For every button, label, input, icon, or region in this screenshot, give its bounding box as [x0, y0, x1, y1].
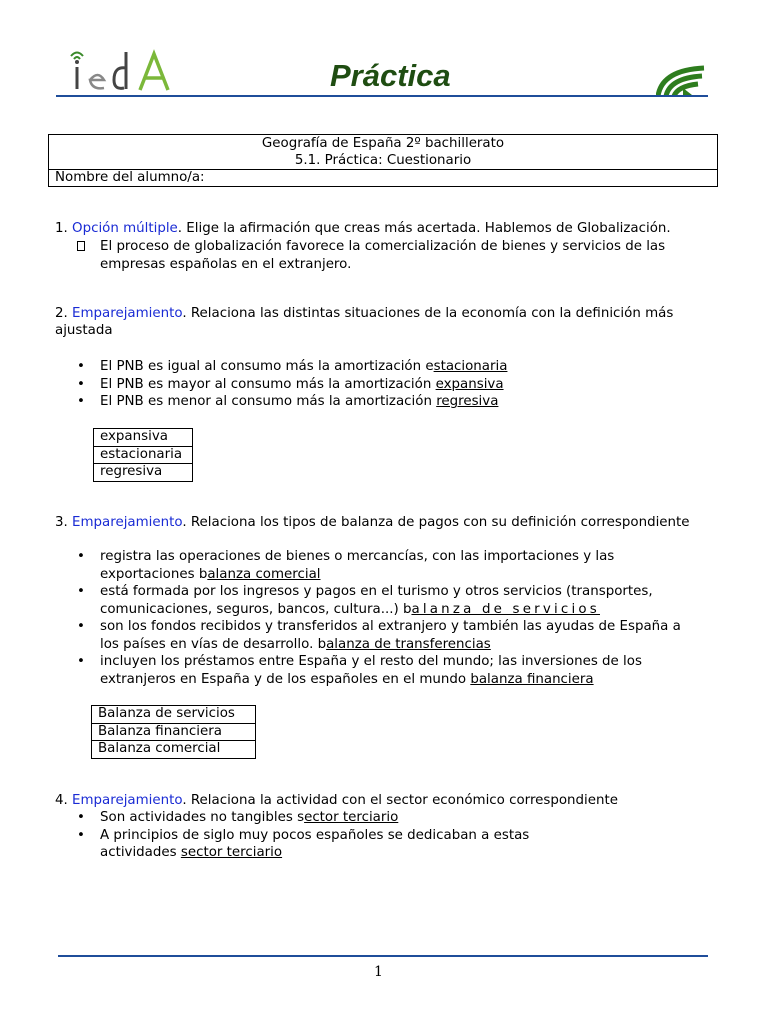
- q3-option[interactable]: Balanza de servicios: [92, 706, 256, 724]
- checkbox-icon[interactable]: [77, 241, 85, 251]
- q2-item: • El PNB es mayor al consumo más la amortización expansiva: [55, 376, 715, 394]
- q3-answer[interactable]: alanza de transferencias: [326, 636, 491, 652]
- course-header: [49, 135, 717, 170]
- header-rule: [56, 95, 708, 97]
- q2-answer[interactable]: stacionaria: [433, 359, 508, 374]
- q4-answer[interactable]: sector terciario: [180, 845, 283, 860]
- q4-answer[interactable]: ector terciario: [304, 810, 399, 825]
- q3-option[interactable]: Balanza comercial: [92, 741, 256, 759]
- q1-number: 1.: [55, 221, 68, 236]
- page-number: 1: [374, 964, 383, 980]
- info-table: [48, 134, 718, 187]
- question-1: [55, 220, 715, 273]
- q3-item: • registra las operaciones de bienes o mercancías, con las importaciones y las exportaciones balanza comercial: [55, 548, 715, 583]
- q3-answer[interactable]: balanza financiera: [470, 671, 594, 687]
- student-name-label: Nombre del alumno/a:: [55, 170, 205, 185]
- q2-option[interactable]: regresiva: [94, 464, 193, 482]
- q3-item: • son los fondos recibidos y transferidos al extranjero y también las ayudas de España a los países en vías de desarrollo. balanza de transferencias: [55, 618, 715, 653]
- q2-prompt: . Relaciona las distintas situaciones de la economía con la definición más: [182, 306, 674, 321]
- question-4: [55, 792, 715, 862]
- question-3: [55, 514, 715, 688]
- q4-number: 4.: [55, 793, 68, 808]
- q2-option[interactable]: estacionaria: [94, 446, 193, 464]
- q4-type: Emparejamiento: [72, 793, 183, 808]
- q3-prompt: . Relaciona los tipos de balanza de pagos con su definición correspondiente: [182, 515, 690, 530]
- q2-option[interactable]: expansiva: [94, 429, 193, 447]
- junta-andalucia-logo: [656, 62, 706, 98]
- q3-item: • incluyen los préstamos entre España y el resto del mundo; las inversiones de los extranjeros en España y de los españoles en el mundo balanza financiera: [55, 653, 715, 688]
- q3-number: 3.: [55, 515, 68, 530]
- course-title: Geografía de España 2º bachillerato: [261, 136, 505, 151]
- q2-item: • El PNB es menor al consumo más la amortización regresiva: [55, 393, 715, 411]
- question-2: [55, 305, 715, 411]
- q3-options-table: [91, 705, 256, 759]
- q2-options-table: [93, 428, 193, 482]
- q4-item: • A principios de siglo muy pocos españoles se dedicaban a estas actividades sector terciario: [55, 827, 715, 862]
- q1-prompt: . Elige la afirmación que creas más acertada. Hablemos de Globalización.: [177, 221, 671, 236]
- q2-type: Emparejamiento: [72, 306, 183, 321]
- q4-item: • Son actividades no tangibles sector terciario: [55, 809, 715, 827]
- footer-rule: [58, 955, 708, 957]
- practice-title: 5.1. Práctica: Cuestionario: [294, 153, 472, 168]
- page-title: Práctica: [330, 58, 451, 93]
- q3-answer[interactable]: alanza comercial: [207, 566, 321, 582]
- ieda-logo: [68, 48, 173, 94]
- q3-option[interactable]: Balanza financiera: [92, 723, 256, 741]
- q1-option[interactable]: El proceso de globalización favorece la comercialización de bienes y servicios de las empresas españolas en el extranjero.: [55, 238, 715, 273]
- q2-item: • El PNB es igual al consumo más la amortización estacionaria: [55, 358, 715, 376]
- q2-answer[interactable]: expansiva: [435, 376, 504, 392]
- q4-prompt: . Relaciona la actividad con el sector económico correspondiente: [182, 793, 618, 808]
- q3-item: • está formada por los ingresos y pagos en el turismo y otros servicios (transportes, comunicaciones, seguros, bancos, cultura...) balanza de servicios: [55, 583, 715, 618]
- q3-type: Emparejamiento: [72, 515, 183, 530]
- q3-answer[interactable]: alanza de servicios: [411, 601, 600, 617]
- q2-prompt-cont: ajustada: [55, 323, 113, 338]
- q2-answer[interactable]: regresiva: [436, 394, 499, 409]
- q1-type: Opción múltiple: [72, 221, 178, 236]
- q2-number: 2.: [55, 306, 68, 321]
